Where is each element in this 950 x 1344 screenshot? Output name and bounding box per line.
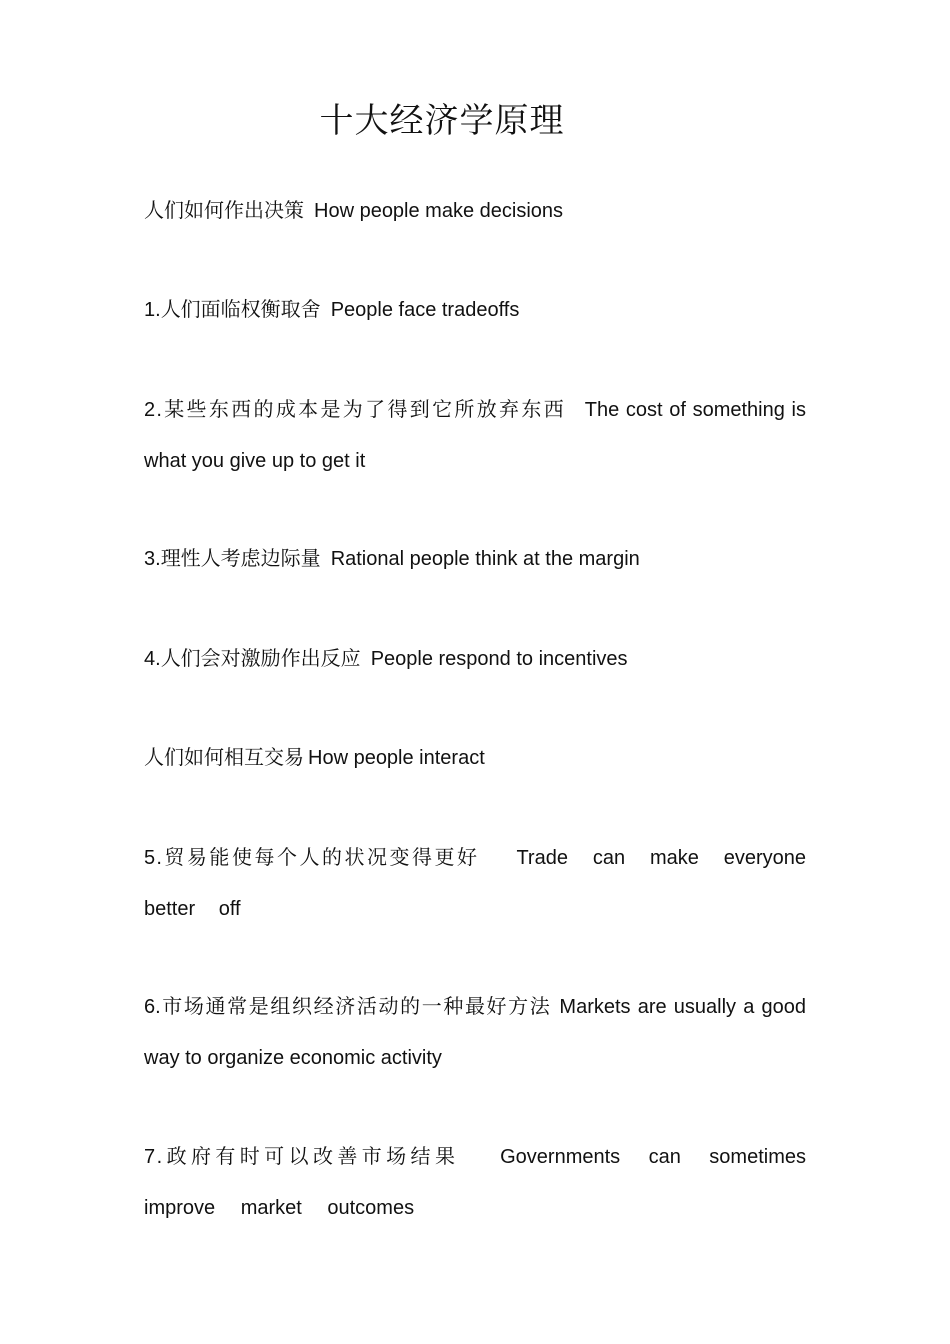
principle-en: People respond to incentives (370, 648, 628, 670)
page-title: 十大经济学原理 (319, 101, 565, 141)
principle-number: 6. (144, 996, 161, 1018)
principle-zh: 贸易能使每个人的状况变得更好 (163, 845, 480, 869)
principle-en: The cost of something is what you give up to get it (144, 399, 806, 472)
principle-zh: 市场通常是组织经济活动的一种最好方法 (160, 994, 552, 1018)
section-heading-interact (144, 732, 806, 783)
principle-number: 3. (144, 548, 161, 570)
principle-1 (144, 284, 806, 335)
section-heading-zh: 人们如何相互交易 (144, 745, 304, 769)
principle-zh: 政府有时可以改善市场结果 (163, 1144, 460, 1168)
principle-number: 7. (144, 1146, 164, 1168)
principle-zh: 某些东西的成本是为了得到它所放弃东西 (163, 397, 567, 421)
principle-number: 5. (144, 847, 164, 869)
principle-6 (144, 981, 806, 1083)
section-heading-decisions (144, 185, 806, 236)
principle-number: 2. (144, 399, 164, 421)
principle-number: 1. (144, 299, 161, 321)
section-heading-en: How people make decisions (314, 200, 564, 222)
section-heading-zh: 人们如何作出决策 (144, 198, 304, 222)
principle-zh: 人们面临权衡取舍 (160, 297, 321, 321)
principle-en: Markets are usually a good way to organize economic activity (144, 996, 807, 1069)
principle-en: Trade can make everyone better off (144, 847, 806, 920)
principle-number: 4. (144, 648, 161, 670)
principle-en: People face tradeoffs (330, 299, 520, 321)
principle-zh: 理性人考虑边际量 (160, 546, 321, 570)
principle-en: Rational people think at the margin (330, 548, 640, 570)
principle-en: Governments can sometimes improve market outcomes (144, 1146, 806, 1219)
principle-zh: 人们会对激励作出反应 (160, 646, 361, 670)
principle-7 (144, 1131, 806, 1233)
principle-3 (144, 533, 806, 584)
principle-5 (144, 832, 806, 934)
principle-2 (144, 384, 806, 486)
section-heading-en: How people interact (308, 747, 485, 769)
principle-4 (144, 633, 806, 684)
